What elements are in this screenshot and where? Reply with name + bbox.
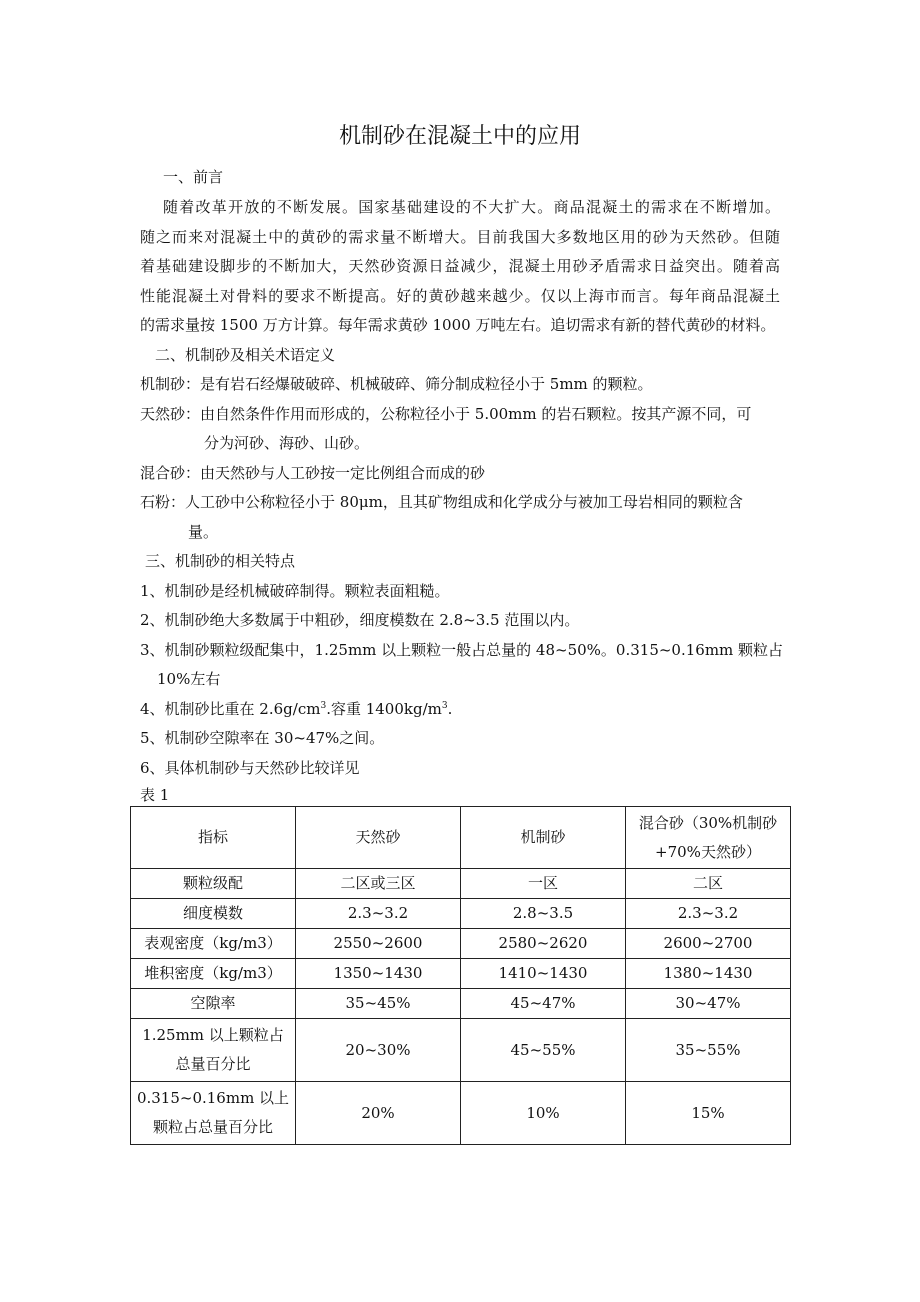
paragraph-line: 随着改革开放的不断发展。国家基础建设的不大扩大。商品混凝土的需求在不断增加。 <box>163 198 780 216</box>
table-cell: 2600~2700 <box>626 929 791 959</box>
feature-item-5: 5、机制砂空隙率在 30~47%之间。 <box>140 729 385 747</box>
feature-item-2: 2、机制砂绝大多数属于中粗砂，细度模数在 2.8~3.5 范围以内。 <box>140 611 580 629</box>
table-cell: 一区 <box>461 869 626 899</box>
table-header-row <box>131 807 791 869</box>
definition-natural-sand: 天然砂：由自然条件作用而形成的，公称粒径小于 5.00mm 的岩石颗粒。按其产源不同，可 <box>140 405 752 423</box>
header-cell: 天然砂 <box>296 807 461 869</box>
definition-stone-powder-cont: 量。 <box>188 523 219 541</box>
document-title: 机制砂在混凝土中的应用 <box>338 124 581 149</box>
header-cell: 机制砂 <box>461 807 626 869</box>
feature-item-3: 3、机制砂颗粒级配集中，1.25mm 以上颗粒一般占总量的 48~50%。0.315~0.16mm 颗粒占 <box>140 641 784 659</box>
paragraph-line: 的需求量按 1500 万方计算。每年需求黄砂 1000 万吨左右。追切需求有新的替代黄砂的材料。 <box>140 316 776 334</box>
comparison-table <box>130 806 791 1145</box>
table-row <box>131 989 791 1019</box>
table-cell: 1410~1430 <box>461 959 626 989</box>
table-row <box>131 1082 791 1145</box>
table-cell: 1350~1430 <box>296 959 461 989</box>
paragraph-line: 着基础建设脚步的不断加大，天然砂资源日益减少，混凝土用砂矛盾需求日益突出。随着高 <box>140 257 780 275</box>
table-cell: 颗粒级配 <box>131 869 296 899</box>
paragraph-line: 性能混凝土对骨料的要求不断提高。好的黄砂越来越少。仅以上海市而言。每年商品混凝土 <box>140 287 780 305</box>
feature-item-4-text-a: 4、机制砂比重在 2.6g/cm <box>140 700 321 718</box>
table-cell: 20% <box>296 1082 461 1145</box>
table-row <box>131 1019 791 1082</box>
table-cell: 35~55% <box>626 1019 791 1082</box>
definition-mixed-sand: 混合砂：由天然砂与人工砂按一定比例组合而成的砂 <box>140 464 486 482</box>
section-heading-definitions: 二、机制砂及相关术语定义 <box>155 346 336 364</box>
feature-item-4 <box>140 698 452 720</box>
definition-stone-powder: 石粉：人工砂中公称粒径小于 80μm，且其矿物组成和化学成分与被加工母岩相同的颗粒含 <box>140 493 743 511</box>
table-cell: 二区 <box>626 869 791 899</box>
table-cell: 0.315~0.16mm 以上颗粒占总量百分比 <box>131 1082 296 1145</box>
table-cell: 2580~2620 <box>461 929 626 959</box>
table-cell: 2.8~3.5 <box>461 899 626 929</box>
superscript: 3 <box>441 701 448 711</box>
table-row <box>131 869 791 899</box>
definition-machine-sand: 机制砂：是有岩石经爆破破碎、机械破碎、筛分制成粒径小于 5mm 的颗粒。 <box>140 375 653 393</box>
table-cell: 1.25mm 以上颗粒占总量百分比 <box>131 1019 296 1082</box>
table-cell: 2550~2600 <box>296 929 461 959</box>
table-caption: 表 1 <box>140 786 170 804</box>
table-cell: 35~45% <box>296 989 461 1019</box>
table-cell: 1380~1430 <box>626 959 791 989</box>
table-row <box>131 959 791 989</box>
table-cell: 20~30% <box>296 1019 461 1082</box>
feature-item-4-text-c: . <box>447 700 453 718</box>
header-cell: 指标 <box>131 807 296 869</box>
table-cell: 30~47% <box>626 989 791 1019</box>
feature-item-4-text-b: .容重 1400kg/m <box>326 700 442 718</box>
header-cell: 混合砂（30%机制砂+70%天然砂） <box>626 807 791 869</box>
table-cell: 45~47% <box>461 989 626 1019</box>
table-cell: 10% <box>461 1082 626 1145</box>
table-cell: 堆积密度（kg/m3） <box>131 959 296 989</box>
table-cell: 45~55% <box>461 1019 626 1082</box>
section-heading-features: 三、机制砂的相关特点 <box>145 552 296 570</box>
superscript: 3 <box>320 701 327 711</box>
table-cell: 二区或三区 <box>296 869 461 899</box>
table-cell: 2.3~3.2 <box>296 899 461 929</box>
table-cell: 细度模数 <box>131 899 296 929</box>
table-cell: 15% <box>626 1082 791 1145</box>
table-cell: 空隙率 <box>131 989 296 1019</box>
table-cell: 2.3~3.2 <box>626 899 791 929</box>
section-heading-preface: 一、前言 <box>163 168 224 186</box>
table-cell: 表观密度（kg/m3） <box>131 929 296 959</box>
definition-natural-sand-cont: 分为河砂、海砂、山砂。 <box>204 434 370 452</box>
table-row <box>131 929 791 959</box>
paragraph-line: 随之而来对混凝土中的黄砂的需求量不断增大。目前我国大多数地区用的砂为天然砂。但随 <box>140 228 780 246</box>
feature-item-6: 6、具体机制砂与天然砂比较详见 <box>140 759 360 777</box>
table-row <box>131 899 791 929</box>
feature-item-1: 1、机制砂是经机械破碎制得。颗粒表面粗糙。 <box>140 582 450 600</box>
feature-item-3-cont: 10%左右 <box>157 670 221 688</box>
